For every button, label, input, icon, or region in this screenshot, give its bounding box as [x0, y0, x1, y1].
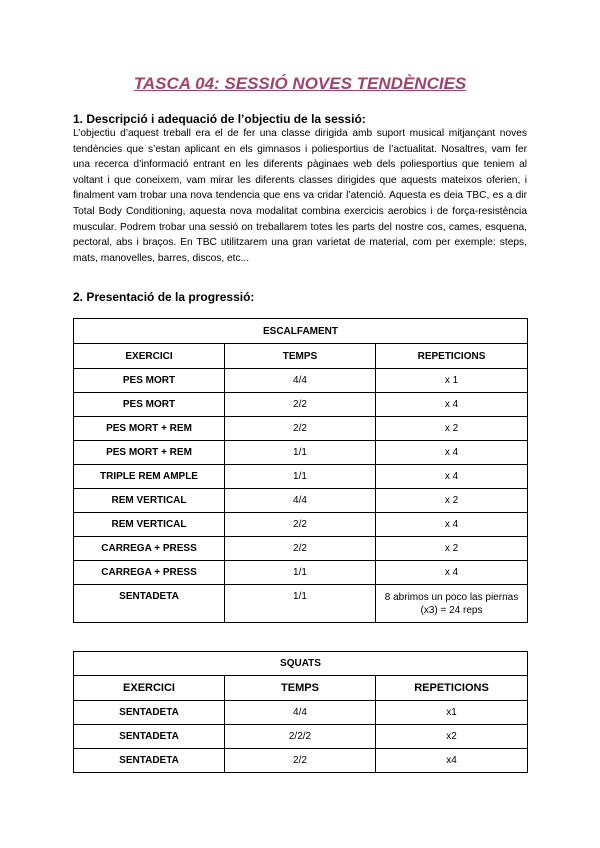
cell-repeticions: x 4 [376, 561, 528, 585]
cell-temps: 4/4 [225, 369, 376, 393]
cell-exercici: REM VERTICAL [74, 489, 225, 513]
table-title: SQUATS [74, 652, 528, 676]
cell-exercici: PES MORT + REM [74, 441, 225, 465]
cell-repeticions: x 4 [376, 513, 528, 537]
table-row [74, 489, 528, 513]
cell-repeticions: x2 [376, 725, 528, 749]
cell-temps: 2/2 [225, 417, 376, 441]
cell-exercici: SENTADETA [74, 725, 225, 749]
cell-exercici: TRIPLE REM AMPLE [74, 465, 225, 489]
cell-exercici: SENTADETA [74, 749, 225, 773]
section-1-heading: 1. Descripció i adequació de l’objectiu de la sessió: [73, 112, 366, 126]
table-row [74, 537, 528, 561]
table-row [74, 701, 528, 725]
cell-repeticions: x 4 [376, 465, 528, 489]
table-row [74, 465, 528, 489]
cell-temps: 1/1 [225, 441, 376, 465]
cell-exercici: PES MORT [74, 393, 225, 417]
cell-exercici: CARREGA + PRESS [74, 561, 225, 585]
cell-exercici: REM VERTICAL [74, 513, 225, 537]
cell-repeticions: x 2 [376, 489, 528, 513]
column-header-temps: TEMPS [225, 344, 376, 369]
column-header-exercici: EXERCICI [74, 676, 225, 701]
table-row [74, 393, 528, 417]
section-1-text: L’objectiu d’aquest treball era el de fer una classe dirigida amb suport musical mitjançant noves tendències que s’estan aplicant en els gimnasos i poliesportius de l’actualitat. Nosaltres, vam fer una recerca d’informació entrant en les diferents pàginaes web dels poliesportius que teniem al voltant i que coneixem, vam mirar les diferents classes dirigides que aquests mateixos oferien, i finalment vam trobar una nova tendencia que ens va cridar l’atenció. Aquesta es deia TBC, es a dir Total Body Conditioning, aquesta nova modalitat combina exercicis aerobics i de força-resistència muscular. Podrem trobar una sessió on treballarem totes les parts del nostre cos, cames, esquena, pectoral, abs i braços. En TBC utilitzarem una gran varietat de material, com per exemple: steps, mats, manovelles, barres, discos, etc... [73, 128, 527, 264]
table-row [74, 369, 528, 393]
table-row [74, 561, 528, 585]
escalfament-table [73, 318, 528, 623]
cell-repeticions: x1 [376, 701, 528, 725]
cell-exercici: SENTADETA [74, 585, 225, 623]
cell-repeticions: x4 [376, 749, 528, 773]
page-title: TASCA 04: SESSIÓ NOVES TENDÈNCIES [133, 74, 467, 93]
table-row [74, 585, 528, 623]
cell-exercici: PES MORT [74, 369, 225, 393]
column-header-temps: TEMPS [225, 676, 376, 701]
squats-table [73, 651, 528, 773]
cell-temps: 1/1 [225, 561, 376, 585]
column-header-exercici: EXERCICI [74, 344, 225, 369]
table-row [74, 441, 528, 465]
cell-temps: 2/2 [225, 537, 376, 561]
cell-repeticions: x 2 [376, 417, 528, 441]
cell-temps: 4/4 [225, 701, 376, 725]
cell-repeticions: x 2 [376, 537, 528, 561]
table-row [74, 513, 528, 537]
cell-temps: 2/2/2 [225, 725, 376, 749]
column-header-repeticions: REPETICIONS [376, 344, 528, 369]
column-header-repeticions: REPETICIONS [376, 676, 528, 701]
cell-temps: 2/2 [225, 393, 376, 417]
cell-temps: 2/2 [225, 749, 376, 773]
table-row [74, 417, 528, 441]
cell-repeticions: x 4 [376, 441, 528, 465]
cell-temps: 2/2 [225, 513, 376, 537]
cell-repeticions: 8 abrimos un poco las piernas (x3) = 24 reps [376, 585, 528, 623]
cell-temps: 4/4 [225, 489, 376, 513]
cell-exercici: PES MORT + REM [74, 417, 225, 441]
section-2-heading: 2. Presentació de la progressió: [73, 290, 255, 304]
cell-repeticions: x 1 [376, 369, 528, 393]
table-row [74, 725, 528, 749]
cell-repeticions: x 4 [376, 393, 528, 417]
cell-exercici: SENTADETA [74, 701, 225, 725]
cell-exercici: CARREGA + PRESS [74, 537, 225, 561]
table-row [74, 749, 528, 773]
cell-temps: 1/1 [225, 585, 376, 623]
cell-temps: 1/1 [225, 465, 376, 489]
table-title: ESCALFAMENT [74, 319, 528, 344]
